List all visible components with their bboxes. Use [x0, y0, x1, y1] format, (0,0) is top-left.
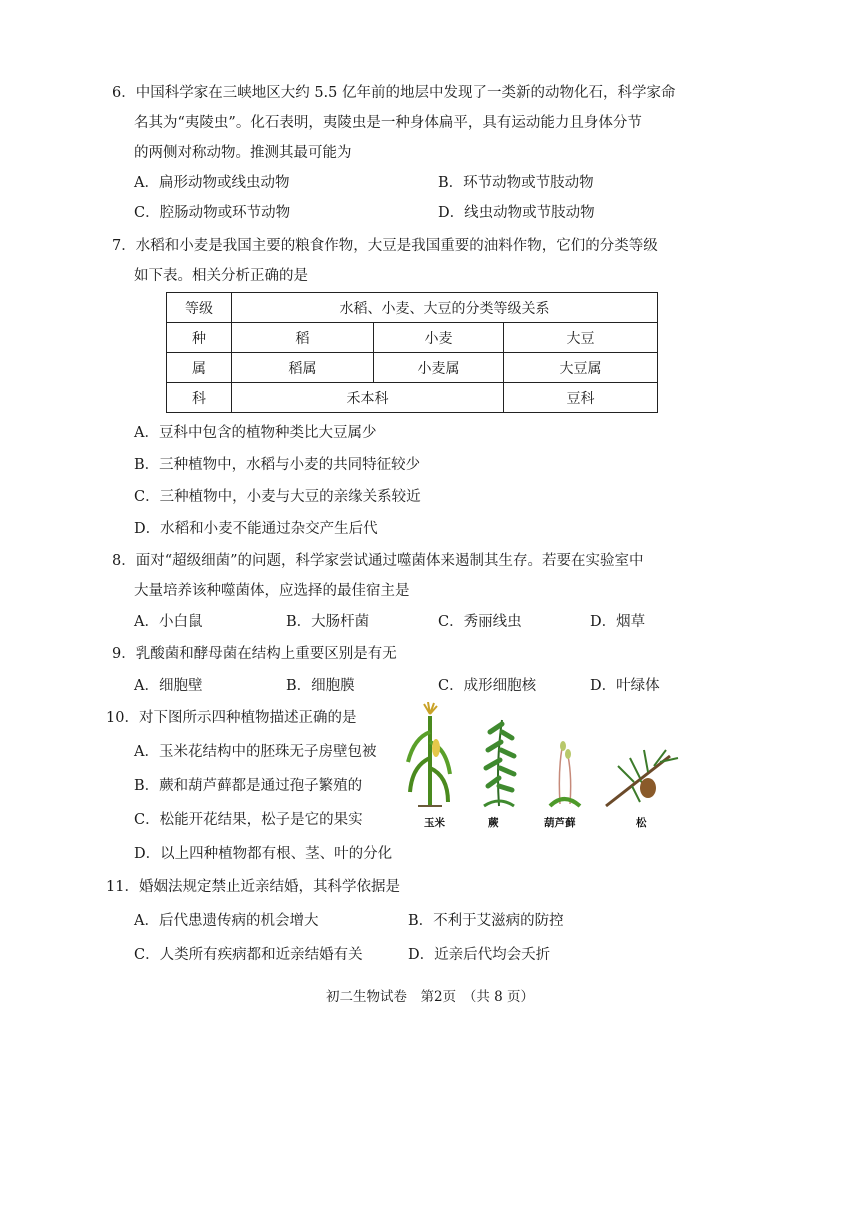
q9-option-d: D．叶绿体	[590, 678, 660, 694]
plant-label-moss: 葫芦藓	[544, 817, 576, 829]
table-row-label: 属	[167, 353, 232, 383]
q11-option-c: C．人类所有疾病都和近亲结婚有关	[134, 947, 363, 963]
table-row	[167, 383, 658, 413]
q7-option-b: B．三种植物中，水稻与小麦的共同特征较少	[134, 457, 421, 473]
plant-label-corn: 玉米	[424, 817, 445, 829]
q11-stem-line1: 11．婚姻法规定禁止近亲结婚，其科学依据是	[106, 879, 400, 895]
q7-option-d: D．水稻和小麦不能通过杂交产生后代	[134, 521, 378, 537]
q6-stem-line3: 的两侧对称动物。推测其最可能为	[134, 145, 352, 161]
table-cell: 小麦	[374, 323, 504, 353]
pine-illustration	[606, 750, 678, 806]
plant-illustrations	[404, 702, 688, 832]
plants-figure	[404, 702, 688, 832]
page-footer: 初二生物试卷 第2页 （共 8 页）	[325, 989, 534, 1005]
q8-option-c: C．秀丽线虫	[438, 614, 522, 630]
q6-stem-line2: 名其为“夷陵虫”。化石表明，夷陵虫是一种身体扁平，具有运动能力且身体分节	[134, 115, 642, 131]
q6-option-b: B．环节动物或节肢动物	[438, 175, 594, 191]
plant-label-pine: 松	[636, 817, 647, 829]
q10-stem-line1: 10．对下图所示四种植物描述正确的是	[106, 710, 357, 726]
table-row	[167, 293, 658, 323]
table-cell: 稻属	[232, 353, 374, 383]
q11-option-a: A．后代患遗传病的机会增大	[134, 913, 319, 929]
q9-option-c: C．成形细胞核	[438, 678, 537, 694]
q8-option-b: B．大肠杆菌	[286, 614, 370, 630]
moss-illustration	[550, 741, 580, 806]
table-row-label: 科	[167, 383, 232, 413]
table-row-label: 种	[167, 323, 232, 353]
table-cell: 小麦属	[374, 353, 504, 383]
q8-stem-line1: 8．面对“超级细菌”的问题，科学家尝试通过噬菌体来遏制其生存。若要在实验室中	[112, 553, 644, 569]
corn-illustration	[408, 702, 450, 806]
plant-label-fern: 蕨	[488, 817, 499, 829]
table-cell: 豆科	[504, 383, 658, 413]
q8-stem-line2: 大量培养该种噬菌体，应选择的最佳宿主是	[134, 583, 410, 599]
table-header-level: 等级	[167, 293, 232, 323]
q7-option-c: C．三种植物中，小麦与大豆的亲缘关系较近	[134, 489, 421, 505]
classification-table	[166, 292, 658, 413]
table-cell: 大豆属	[504, 353, 658, 383]
q9-option-a: A．细胞壁	[134, 678, 203, 694]
q10-option-c: C．松能开花结果，松子是它的果实	[134, 812, 363, 828]
q10-option-b: B．蕨和葫芦藓都是通过孢子繁殖的	[134, 778, 363, 794]
q7-option-a: A．豆科中包含的植物种类比大豆属少	[134, 425, 377, 441]
q6-option-a: A．扁形动物或线虫动物	[134, 175, 290, 191]
q7-stem-line2: 如下表。相关分析正确的是	[134, 268, 308, 284]
table-cell: 大豆	[504, 323, 658, 353]
table-header-title: 水稻、小麦、大豆的分类等级关系	[232, 293, 658, 323]
q6-option-c: C．腔肠动物或环节动物	[134, 205, 291, 221]
q6-stem-line1: 6．中国科学家在三峡地区大约 5.5 亿年前的地层中发现了一类新的动物化石，科学家命	[112, 85, 676, 101]
table-row	[167, 323, 658, 353]
q8-option-d: D．烟草	[590, 614, 646, 630]
fern-illustration	[484, 720, 514, 806]
q11-option-d: D．近亲后代均会夭折	[408, 947, 551, 963]
q9-stem-line1: 9．乳酸菌和酵母菌在结构上重要区别是有无	[112, 646, 397, 662]
q7-stem-line1: 7．水稻和小麦是我国主要的粮食作物，大豆是我国重要的油料作物，它们的分类等级	[112, 238, 658, 254]
table-cell: 稻	[232, 323, 374, 353]
q6-option-d: D．线虫动物或节肢动物	[438, 205, 595, 221]
q11-option-b: B．不利于艾滋病的防控	[408, 913, 564, 929]
table-cell: 禾本科	[232, 383, 504, 413]
q9-option-b: B．细胞膜	[286, 678, 355, 694]
q8-option-a: A．小白鼠	[134, 614, 203, 630]
q10-option-d: D．以上四种植物都有根、茎、叶的分化	[134, 846, 393, 862]
q10-option-a: A．玉米花结构中的胚珠无子房壁包被	[134, 744, 377, 760]
table-row	[167, 353, 658, 383]
